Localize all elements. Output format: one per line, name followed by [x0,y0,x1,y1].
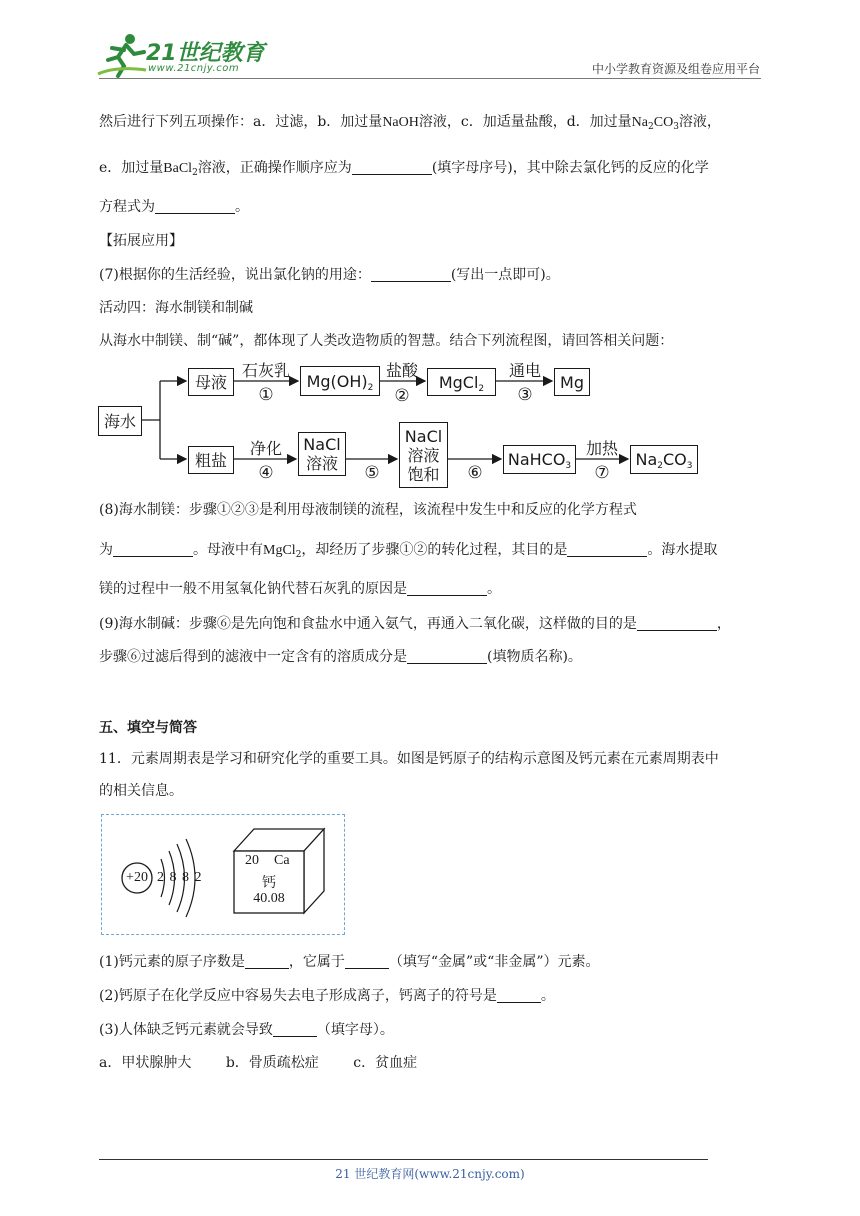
runner-logo-icon [96,30,152,78]
answer-blank[interactable] [567,542,647,557]
logo-main-text: 21世纪教育 [146,41,265,66]
label-purify: 净化 [249,439,282,458]
q8-line-2: 为 。母液中有MgCl$_2$，却经历了步骤①②的转化过程，其目的是 。海水提取 [99,542,718,560]
answer-blank[interactable] [273,1022,317,1037]
q8-line-3: 镁的过程中一般不用氢氧化钠代替石灰乳的原因是 。 [99,581,501,597]
footer-text: 21 世纪教育网(www.21cnjy.com) [335,1167,525,1181]
answer-blank[interactable] [637,616,717,631]
q9-line-1: (9)海水制碱：步骤⑥是先向饱和食盐水中通入氨气，再通入二氧化碳，这样做的目的是 ， [99,616,731,632]
q11-options [99,1053,417,1073]
box-seawater: 海水 [98,406,142,436]
answer-blank[interactable] [113,542,193,557]
answer-blank[interactable] [371,267,451,282]
q11-part-2: (2)钙原子在化学反应中容易失去电子形成离子，钙离子的符号是 。 [99,988,555,1004]
ops-line-3: 方程式为 。 [99,199,249,215]
cell-atomic-mass: 40.08 [253,891,285,906]
extension-heading: 【拓展应用】 [99,233,183,249]
label-hydrochloric-acid: 盐酸 [385,361,418,380]
step-2: ② [394,386,410,406]
answer-blank[interactable] [407,581,487,596]
q8-line-1: (8)海水制镁：步骤①②③是利用母液制镁的流程，该流程中发生中和反应的化学方程式 [99,502,637,518]
box-nahco3: NaHCO$_3$ [503,445,576,474]
label-heat: 加热 [585,439,618,458]
ops-line-2: e．加过量BaCl$_2$溶液，正确操作顺序应为 (填字母序号)，其中除去氯化钙的反应的化学 [99,160,709,178]
activity4-title: 活动四：海水制镁和制碱 [99,300,253,316]
box-mg: Mg [554,368,590,396]
label-lime-milk: 石灰乳 [241,361,290,380]
step-3: ③ [517,385,533,405]
calcium-figure [101,814,345,935]
q11-part-1: (1)钙元素的原子序数是 ，它属于 （填写“金属”或“非金属”）元素。 [99,954,600,970]
answer-blank[interactable] [245,954,289,969]
answer-blank[interactable] [407,649,487,664]
answer-blank[interactable] [155,199,235,214]
option-b: b．骨质疏松症 [225,1055,319,1071]
box-mgcl2: MgCl$_2$ [427,368,496,396]
cell-element-name: 钙 [262,875,276,891]
option-c: c．贫血症 [353,1055,418,1071]
answer-blank[interactable] [345,954,389,969]
atom-electron-shells: 2 8 8 2 [157,870,203,885]
step-7: ⑦ [594,463,610,483]
q7-line: (7)根据你的生活经验，说出氯化钠的用途： (写出一点即可)。 [99,267,560,283]
section5-heading: 五、填空与简答 [99,720,197,736]
atom-nucleus-label: +20 [126,870,148,885]
answer-blank[interactable] [497,988,541,1003]
header-divider [99,78,761,79]
platform-name: 中小学教育资源及组卷应用平台 [591,62,760,76]
box-na2co3: $Na_2CO_3$ [630,445,698,474]
box-crude-salt: 粗盐 [188,446,234,474]
cell-symbol: Ca [274,853,290,868]
option-a: a．甲状腺肿大 [99,1055,192,1071]
q11-line-1: 11．元素周期表是学习和研究化学的重要工具。如图是钙原子的结构示意图及钙元素在元素周期表中 [99,751,719,767]
step-1: ① [258,385,274,405]
box-nacl-solution: NaCl 溶液 [298,432,346,476]
box-mother-liquor: 母液 [188,368,234,396]
step-6: ⑥ [467,463,483,483]
step-5: ⑤ [364,463,380,483]
site-logo [96,30,266,78]
cell-atomic-number: 20 [245,853,259,868]
q9-line-2: 步骤⑥过滤后得到的滤液中一定含有的溶质成分是 (填物质名称)。 [99,649,582,665]
q11-part-3: (3)人体缺乏钙元素就会导致 （填字母）。 [99,1022,394,1038]
ops-line-1: 然后进行下列五项操作：a．过滤，b．加过量NaOH溶液，c．加适量盐酸，d．加过量$Na_2CO_3$溶液， [99,114,721,132]
activity4-intro: 从海水中制镁、制“碱”，都体现了人类改造物质的智慧。结合下列流程图，请回答相关问题： [99,333,674,349]
seawater-flowchart [96,352,706,482]
answer-blank[interactable] [352,160,432,175]
logo-sub-text: www.21cnjy.com [148,63,240,74]
box-mgoh2: $Mg(OH)_2$ [300,366,380,396]
box-nacl-saturated: NaCl 溶液 饱和 [399,422,448,488]
footer-divider [99,1159,708,1160]
q11-line-2: 的相关信息。 [99,783,183,799]
step-4: ④ [258,463,274,483]
label-electrolysis: 通电 [508,361,541,380]
